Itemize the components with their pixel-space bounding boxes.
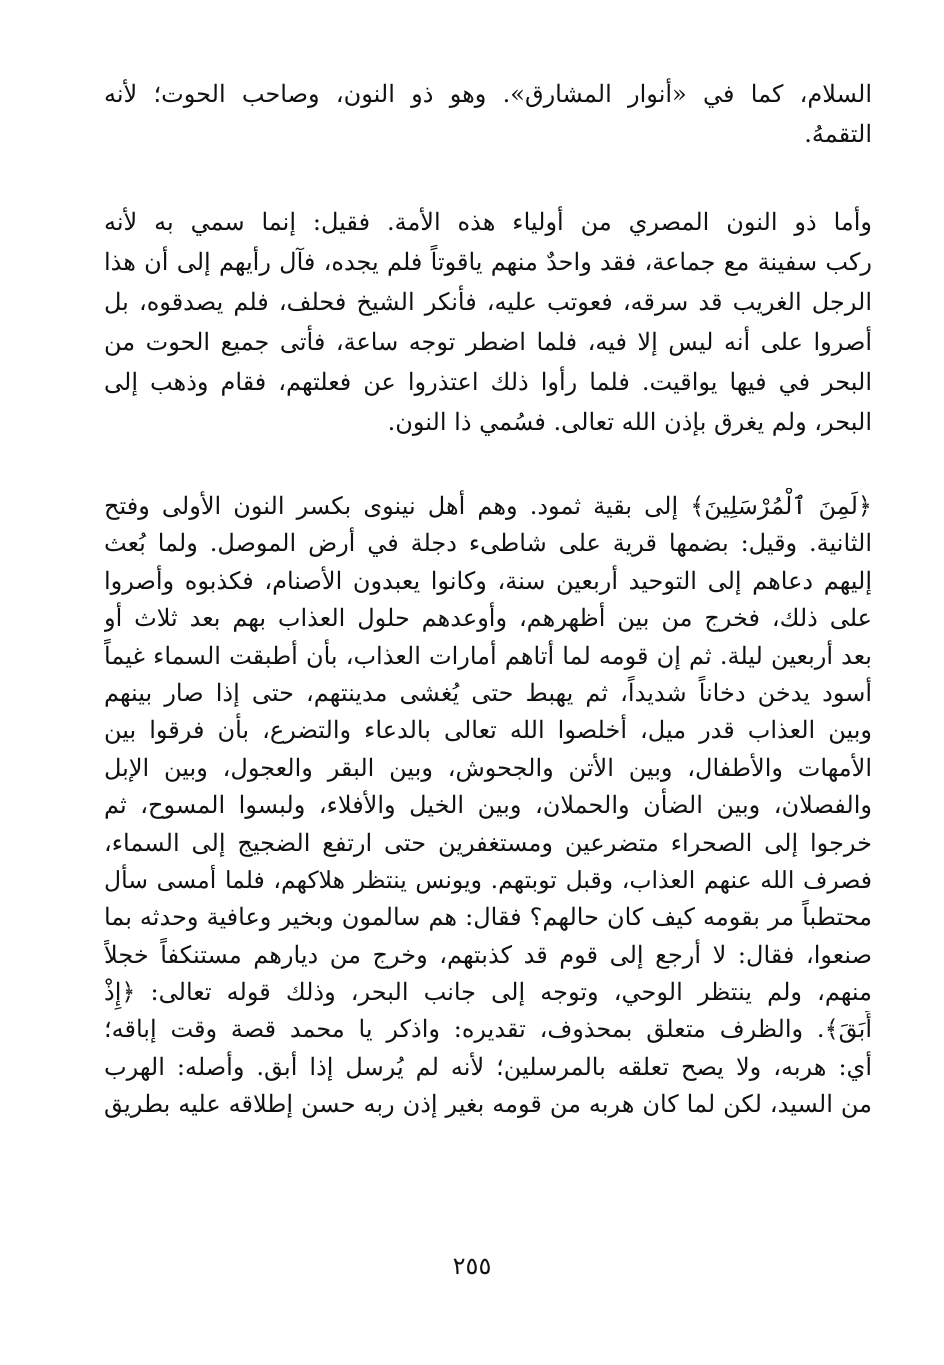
paragraph-3 — [104, 488, 872, 1198]
text-line — [104, 1124, 872, 1161]
text-line: فصرف الله عنهم العذاب، وقبل توبتهم. ويونس ينتظر هلاكهم، فلما أمسى سأل — [104, 865, 872, 894]
text-line: إليهم دعاهم إلى التوحيد أربعين سنة، وكانوا يعبدون الأصنام، فكذبوه وأصروا — [104, 566, 872, 595]
text-line: بعد أربعين ليلة. ثم إن قومه لما أتاهم أمارات العذاب، بأن أطبقت السماء غيماً — [104, 641, 872, 670]
text-line: أسود يدخن دخاناً شديداً، ثم يهبط حتى يُغشى مدينتهم، حتى إذا صار بينهم — [104, 678, 872, 707]
paragraph-2 — [104, 202, 872, 442]
text-line: البحر، ولم يغرق بإذن الله تعالى. فسُمي ذا النون. — [387, 408, 872, 436]
text-line: وبين العذاب قدر ميل، أخلصوا الله تعالى بالدعاء والتضرع، بأن فرقوا بين — [104, 716, 872, 745]
text-line: على ذلك، فخرج من بين أظهرهم، وأوعدهم حلول العذاب بهم بعد ثلاث أو — [104, 604, 872, 633]
text-line: ﴿لَمِنَ ٱلْمُرْسَلِينَ﴾ إلى بقية ثمود. وهم أهل نينوى بكسر النون الأولى وفتح — [104, 492, 872, 520]
text-line: أَبَقَ﴾. والظرف متعلق بمحذوف، تقديره: واذكر يا محمد قصة وقت إباقه؛ — [104, 1015, 872, 1044]
text-line: من السيد، لكن لما كان هربه من قومه بغير إذن ربه حسن إطلاقه عليه بطريق — [104, 1090, 872, 1119]
page-number: ٢٥٥ — [452, 1252, 492, 1280]
text-line: منهم، ولم ينتظر الوحي، وتوجه إلى جانب البحر، وذلك قوله تعالى: ﴿إِذْ — [104, 978, 872, 1007]
text-line: ركب سفينة مع جماعة، فقد واحدٌ منهم ياقوتاً فلم يجده، فآل رأيهم إلى أن هذا — [104, 248, 872, 276]
text-line: وأما ذو النون المصري من أولياء هذه الأمة. فقيل: إنما سمي به لأنه — [104, 208, 872, 236]
text-line: والفصلان، وبين الضأن والحملان، وبين الخيل والأفلاء، ولبسوا المسوح، ثم — [104, 791, 872, 820]
text-line: الثانية. وقيل: بضمها قرية على شاطىء دجلة في أرض الموصل. ولما بُعث — [104, 529, 872, 558]
text-line: السلام، كما في «أنوار المشارق». وهو ذو النون، وصاحب الحوت؛ لأنه — [104, 80, 872, 108]
paragraph-1 — [104, 74, 872, 154]
text-line: خرجوا إلى الصحراء متضرعين ومستغفرين حتى ارتفع الضجيج إلى السماء، — [104, 828, 872, 857]
text-line — [104, 1161, 872, 1198]
text-line: الأمهات والأطفال، وبين الأتن والجحوش، وبين البقر والعجول، وبين الإبل — [104, 753, 872, 782]
text-line: الرجل الغريب قد سرقه، فعوتب عليه، فأنكر الشيخ فحلف، فلم يصدقوه، بل — [104, 288, 872, 316]
text-line: البحر في فيها يواقيت. فلما رأوا ذلك اعتذروا عن فعلتهم، فقام وذهب إلى — [104, 368, 872, 396]
text-line: التقمهُ. — [804, 120, 872, 148]
text-line: أي: هربه، ولا يصح تعلقه بالمرسلين؛ لأنه لم يُرسل إذا أبق. وأصله: الهرب — [104, 1052, 872, 1081]
text-line: محتطباً مر بقومه كيف كان حالهم؟ فقال: هم سالمون وبخير وعافية وحدثه بما — [104, 903, 872, 932]
text-line: صنعوا، فقال: لا أرجع إلى قوم قد كذبتهم، وخرج من ديارهم مستنكفاً خجلاً — [104, 940, 872, 969]
text-line: أصروا على أنه ليس إلا فيه، فلما اضطر توجه ساعة، فأتى جميع الحوت من — [104, 328, 872, 356]
